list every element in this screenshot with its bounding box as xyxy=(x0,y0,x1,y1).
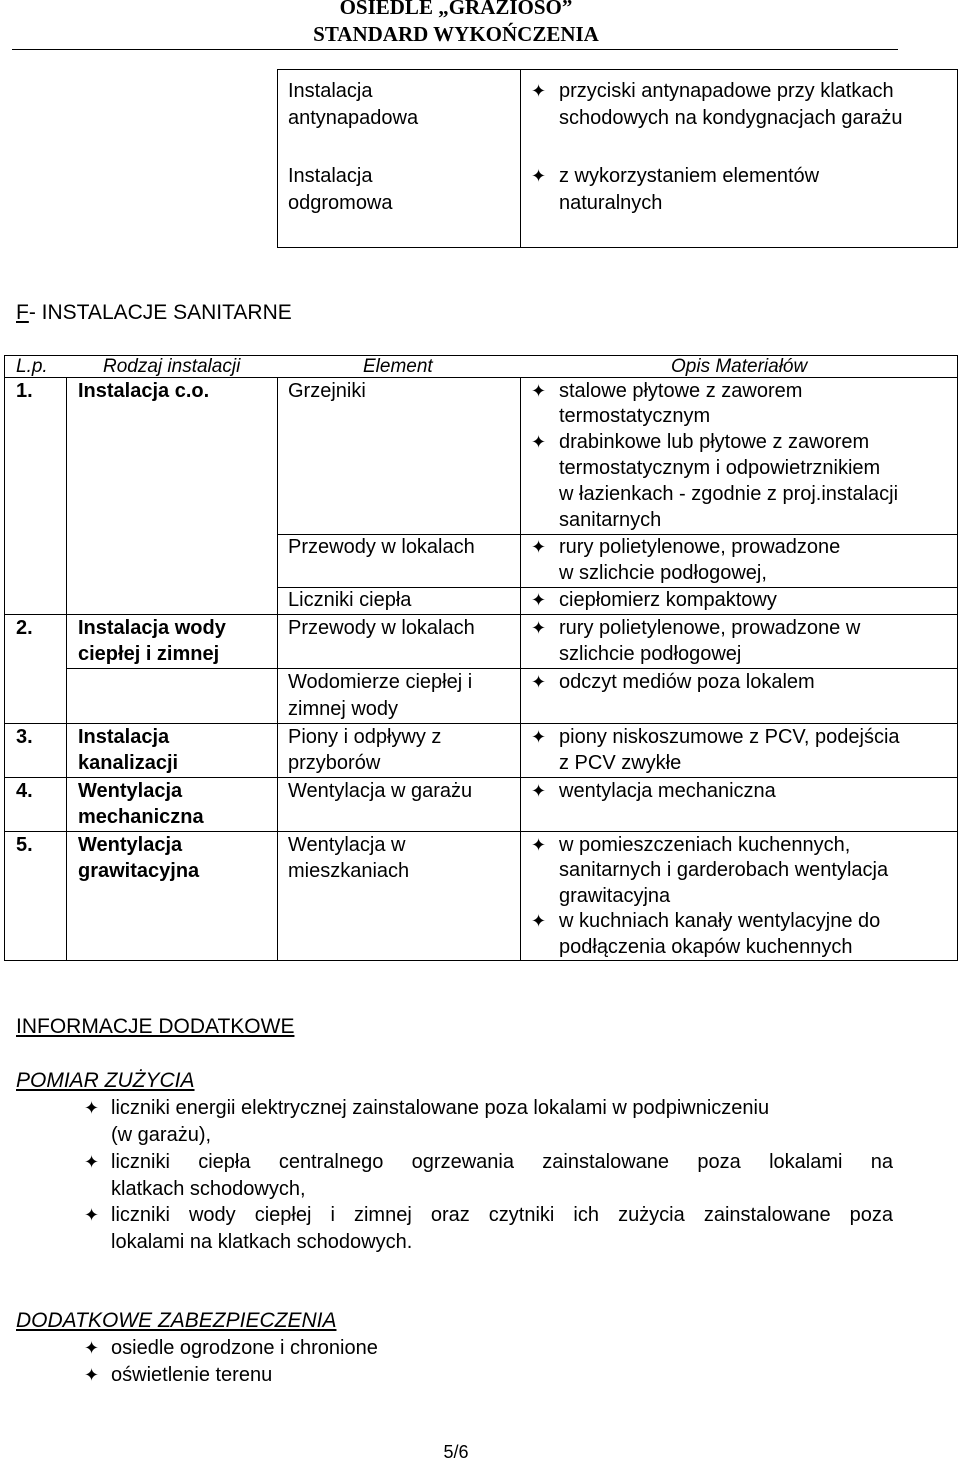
list-item-line: liczniki ciepła centralnego ogrzewania zainstalowane poza lokalami na xyxy=(111,1151,893,1173)
description-line: naturalnych xyxy=(559,192,663,214)
bullet-icon: ✦ xyxy=(531,618,547,638)
col-divider-lp xyxy=(66,377,67,961)
bullet-icon: ✦ xyxy=(531,381,547,401)
header-rule xyxy=(12,49,898,50)
description-line: piony niskoszumowe z PCV, podejścia xyxy=(559,726,900,748)
row-installation: Instalacja c.o. xyxy=(78,380,210,402)
description-line: sanitarnych i garderobach wentylacja xyxy=(559,859,889,881)
description-line: ciepłomierz kompaktowy xyxy=(559,589,777,611)
row-number: 3. xyxy=(16,726,33,748)
row-installation: Instalacja xyxy=(78,726,170,748)
info-title: INFORMACJE DODATKOWE xyxy=(16,1015,295,1038)
element-label: Wentylacja w xyxy=(288,834,406,856)
description-line: termostatycznym i odpowietrznikiem xyxy=(559,457,881,479)
row-number: 5. xyxy=(16,834,33,856)
element-label: Instalacja xyxy=(288,165,373,187)
element-label: Liczniki ciepła xyxy=(288,589,412,611)
element-label: mieszkaniach xyxy=(288,860,410,882)
bullet-icon: ✦ xyxy=(84,1365,100,1385)
row-installation: kanalizacji xyxy=(78,752,179,774)
list-item-line: lokalami na klatkach schodowych. xyxy=(111,1230,413,1253)
bullet-icon: ✦ xyxy=(531,81,547,101)
section-f-title xyxy=(16,300,292,326)
list-item: oświetlenie terenu xyxy=(111,1364,273,1386)
header-opis: Opis Materiałów xyxy=(671,356,808,377)
section-f-title-text: - INSTALACJE SANITARNE xyxy=(28,301,292,324)
row-installation: Wentylacja xyxy=(78,780,183,802)
description-line: przyciski antynapadowe przy klatkach xyxy=(559,80,894,102)
bullet-icon: ✦ xyxy=(84,1338,100,1358)
row-installation: Wentylacja xyxy=(78,834,183,856)
header-element: Element xyxy=(363,356,433,377)
description-line: w łazienkach - zgodnie z proj.instalacji xyxy=(559,483,899,505)
list-item-line: liczniki wody ciepłej i zimnej oraz czytniki ich zużycia zainstalowane poza xyxy=(111,1204,893,1226)
description-line: z PCV zwykłe xyxy=(559,752,682,774)
list-item-line: liczniki energii elektrycznej zainstalowane poza lokalami w podpiwniczeniu xyxy=(111,1097,770,1119)
element-label: odgromowa xyxy=(288,192,393,214)
description-line: z wykorzystaniem elementów xyxy=(559,165,820,187)
header-rodzaj: Rodzaj instalacji xyxy=(103,356,241,377)
description-line: w szlichcie podłogowej, xyxy=(559,562,767,584)
bullet-icon: ✦ xyxy=(84,1205,100,1225)
description-line: rury polietylenowe, prowadzone w xyxy=(559,617,861,639)
element-label: Wodomierze ciepłej i xyxy=(288,671,473,693)
element-label: zimnej wody xyxy=(288,698,399,720)
description-line: schodowych na kondygnacjach garażu xyxy=(559,107,903,129)
description-line: sanitarnych xyxy=(559,509,662,531)
page-number: 5/6 xyxy=(443,1442,469,1462)
row-installation: grawitacyjna xyxy=(78,860,200,882)
bullet-icon: ✦ xyxy=(531,672,547,692)
col-divider-rodzaj xyxy=(277,377,278,961)
list-item xyxy=(111,1202,893,1255)
element-label: przyborów xyxy=(288,752,381,774)
description-line: termostatycznym xyxy=(559,405,711,427)
description-line: odczyt mediów poza lokalem xyxy=(559,671,815,693)
col-divider-element xyxy=(520,377,521,961)
row-number: 1. xyxy=(16,380,33,402)
list-item-line: klatkach schodowych, xyxy=(111,1177,306,1200)
list-item: osiedle ogrodzone i chronione xyxy=(111,1337,378,1359)
bullet-icon: ✦ xyxy=(84,1098,100,1118)
description-line: szlichcie podłogowej xyxy=(559,643,742,665)
row-installation: ciepłej i zimnej xyxy=(78,643,220,665)
header-lp: L.p. xyxy=(16,356,48,377)
bullet-icon: ✦ xyxy=(531,727,547,747)
bullet-icon: ✦ xyxy=(84,1152,100,1172)
bullet-icon: ✦ xyxy=(531,166,547,186)
row-number: 2. xyxy=(16,617,33,639)
description-line: grawitacyjna xyxy=(559,885,671,907)
bullet-icon: ✦ xyxy=(531,835,547,855)
description-line: w pomieszczeniach kuchennych, xyxy=(559,834,851,856)
element-label: Przewody w lokalach xyxy=(288,617,475,639)
header-title: OSIEDLE „GRAZIOSO” xyxy=(339,0,573,19)
pomiar-title: POMIAR ZUŻYCIA xyxy=(16,1069,195,1092)
top-table-divider xyxy=(520,69,521,248)
description-line: podłączenia okapów kuchennych xyxy=(559,936,853,958)
bullet-icon: ✦ xyxy=(531,432,547,452)
header-subtitle: STANDARD WYKOŃCZENIA xyxy=(313,22,599,46)
section-f-letter: F xyxy=(16,301,29,324)
element-label: Grzejniki xyxy=(288,380,366,402)
description-line: wentylacja mechaniczna xyxy=(559,780,776,802)
zabezpieczenia-title: DODATKOWE ZABEZPIECZENIA xyxy=(16,1309,337,1332)
bullet-icon: ✦ xyxy=(531,911,547,931)
description-line: w kuchniach kanały wentylacyjne do xyxy=(559,910,881,932)
element-label: Wentylacja w garażu xyxy=(288,780,473,802)
row-rule xyxy=(66,668,958,669)
row-installation: Instalacja wody xyxy=(78,617,226,639)
description-line: stalowe płytowe z zaworem xyxy=(559,380,803,402)
bullet-icon: ✦ xyxy=(531,537,547,557)
element-label: antynapadowa xyxy=(288,107,419,129)
list-item xyxy=(111,1149,893,1202)
description-line: rury polietylenowe, prowadzone xyxy=(559,536,841,558)
element-label: Przewody w lokalach xyxy=(288,536,475,558)
description-line: drabinkowe lub płytowe z zaworem xyxy=(559,431,870,453)
bullet-icon: ✦ xyxy=(531,781,547,801)
row-number: 4. xyxy=(16,780,33,802)
list-item xyxy=(111,1095,893,1148)
row-installation: mechaniczna xyxy=(78,806,204,828)
element-label: Piony i odpływy z xyxy=(288,726,442,748)
bullet-icon: ✦ xyxy=(531,590,547,610)
element-label: Instalacja xyxy=(288,80,373,102)
list-item-line: (w garażu), xyxy=(111,1123,212,1146)
